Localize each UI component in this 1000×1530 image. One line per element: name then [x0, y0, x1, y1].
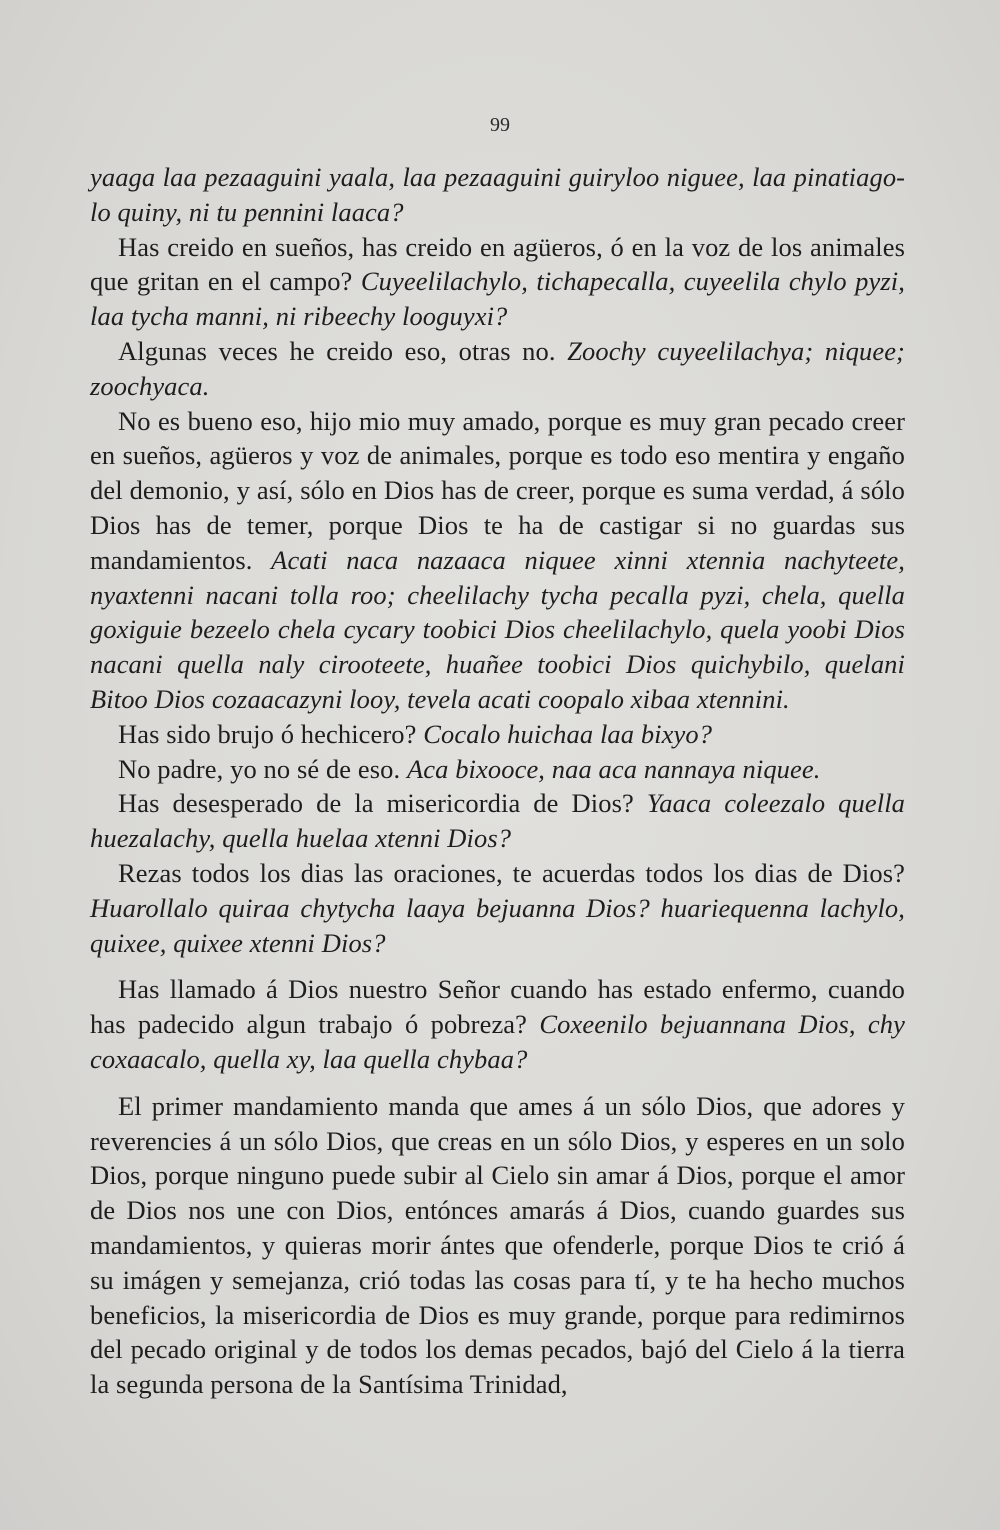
- page-number: 99: [490, 114, 510, 136]
- paragraph: [90, 972, 905, 1076]
- spanish-text: Rezas todos los dias las oraciones, te acuerdas todos los dias de Dios?: [118, 857, 905, 888]
- zapotec-text: Acati naca nazaaca niquee xinni xtennia nachyteete, nyaxtenni nacani tolla roo; cheelilachy tycha pecalla pyzi, chela, quella goxiguie bezeelo chela cycary toobici Dios cheelilachylo, quela yoobi Dios nacani quella naly cirooteete, huañee toobici Dios quichybilo, quelani Bitoo Dios cozaacazyni looy, tevela acati coopalo xibaa xtennini.: [90, 544, 905, 714]
- paragraph: [90, 160, 905, 230]
- spanish-text: No es bueno eso, hijo mio muy amado, porque es muy gran pecado creer en sueños, agüeros y voz de animales, porque es todo eso mentira y engaño del demonio, y así, sólo en Dios has de creer, porque es suma verdad, á sólo Dios has de temer, porque Dios te ha de castigar si no guardas sus mandamientos.: [90, 405, 905, 575]
- spanish-text: Has sido brujo ó hechicero?: [118, 718, 417, 749]
- zapotec-text: Yaaca coleezalo quella huezalachy, quella huelaa xtenni Dios?: [90, 788, 906, 854]
- paragraph: [90, 856, 905, 960]
- zapotec-text: Huarollalo quiraa chytycha laaya bejuanna Dios? huariequenna lachylo, quixee, quixee xtenni Dios?: [90, 892, 905, 958]
- spanish-text: Has desesperado de la misericordia de Dios?: [118, 788, 634, 819]
- zapotec-text: Aca bixooce, naa aca nannaya niquee.: [406, 753, 821, 784]
- zapotec-text: yaaga laa pezaaguini yaala, laa pezaaguini guiryloo niguee, laa pinatiagolo quiny, ni tu pennini laaca?: [90, 162, 905, 227]
- paragraph: [90, 786, 905, 856]
- spanish-text: No padre, yo no sé de eso.: [118, 753, 401, 784]
- paragraph: [90, 717, 905, 752]
- paragraph: [90, 334, 905, 404]
- spanish-text: Algunas veces he creido eso, otras no.: [118, 335, 556, 366]
- zapotec-text: Cocalo huichaa laa bixyo?: [423, 718, 713, 749]
- spanish-text: Has creido en sueños, has creido en agüeros, ó en la voz de los animales que gritan en el campo?: [90, 231, 905, 297]
- paragraph: [90, 404, 905, 717]
- spanish-text: El primer mandamiento manda que ames á un sólo Dios, que adores y reverencies á un sólo Dios, que creas en un sólo Dios, y esperes en un solo Dios, porque ninguno puede subir al Cielo sin amar á Dios, porque el amor de Dios nos une con Dios, entónces amarás á Dios, cuando guardes sus mandamientos, y quieras morir ántes que ofenderle, porque Dios te crió á su imágen y semejanza, crió todas las cosas para tí, y te ha hecho muchos beneficios, la misericordia de Dios es muy grande, porque para redimirnos del pecado original y de todos los demas pecados, bajó del Cielo á la tierra la segunda persona de la Santísima Trinidad,: [90, 1090, 905, 1400]
- body-text: [90, 160, 905, 1402]
- paragraph: [90, 752, 905, 787]
- paragraph: [90, 1089, 905, 1402]
- zapotec-text: Coxeenilo bejuannana Dios, chy coxaacalo, quella xy, laa quella chybaa?: [90, 1009, 905, 1074]
- zapotec-text: Cuyeelilachylo, tichapecalla, cuyeelila chylo pyzi, laa tycha manni, ni ribeechy looguyxi?: [90, 266, 905, 332]
- zapotec-text: Zoochy cuyeelilachya; niquee; zoochyaca.: [90, 335, 905, 401]
- paragraph: [90, 230, 905, 334]
- spanish-text: Has llamado á Dios nuestro Señor cuando has estado enfermo, cuando has padecido algun trabajo ó pobreza?: [90, 974, 905, 1040]
